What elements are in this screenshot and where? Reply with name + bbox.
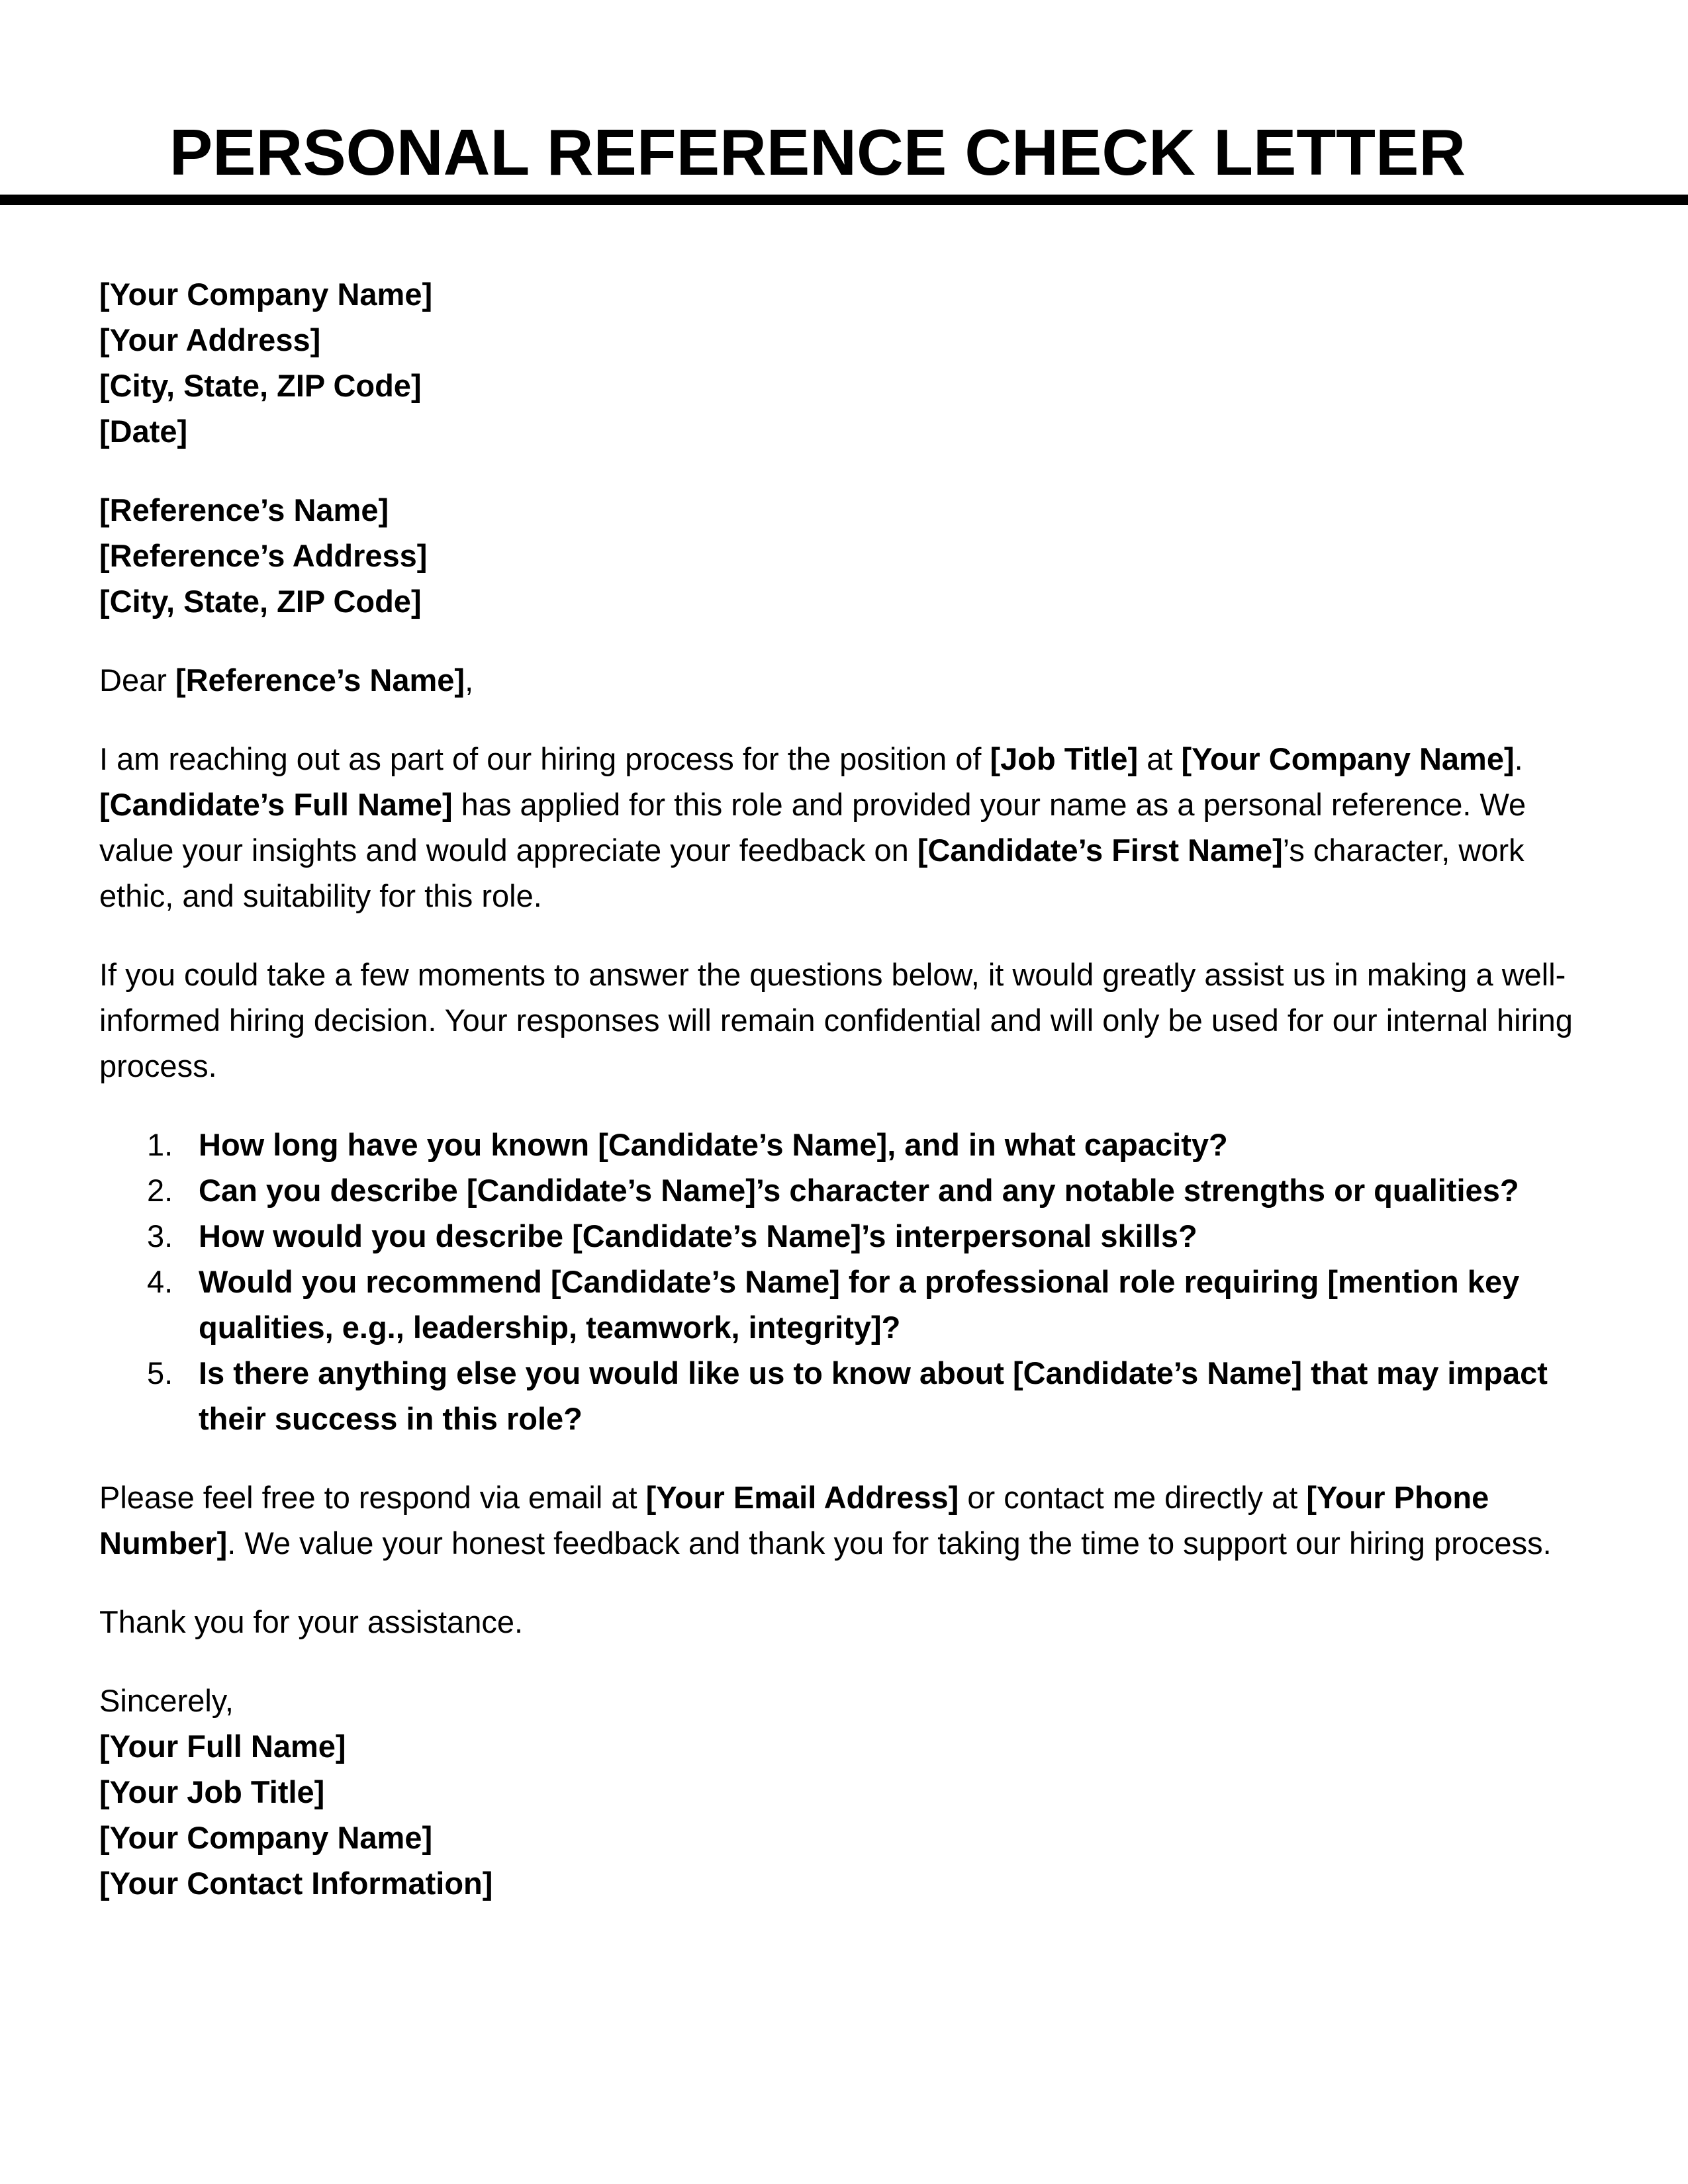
recipient-city: [City, State, ZIP Code] [99, 584, 422, 619]
signer-job-title: [Your Job Title] [99, 1774, 325, 1809]
salutation-name: [Reference’s Name] [175, 662, 465, 698]
intro-text-5: ’s character, work ethic, and suitability for this role. [99, 833, 1524, 913]
request-paragraph: If you could take a few moments to answer the questions below, it would greatly assist us in making a well-informed hiring decision. Your responses will remain confidential and will only be used for our internal hiring process. [99, 957, 1573, 1083]
question-text: Is there anything else you would like us to know about [Candidate’s Name] that may impact their success in this role? [199, 1355, 1548, 1436]
thanks-paragraph: Thank you for your assistance. [99, 1604, 524, 1639]
intro-text-2: at [1138, 741, 1182, 776]
intro-candidate-full-name: [Candidate’s Full Name] [99, 787, 453, 822]
sender-company: [Your Company Name] [99, 277, 433, 312]
contact-paragraph [99, 1475, 1595, 1566]
question-item [99, 1213, 1595, 1259]
signer-full-name: [Your Full Name] [99, 1729, 346, 1764]
contact-text-3: . We value your honest feedback and thank you for taking the time to support our hiring process. [227, 1525, 1552, 1561]
recipient-block [99, 487, 1595, 624]
contact-text-2: or contact me directly at [959, 1480, 1307, 1515]
salutation-suffix: , [465, 662, 474, 698]
page-title: PERSONAL REFERENCE CHECK LETTER [169, 116, 1466, 189]
question-number: 4. [147, 1264, 173, 1299]
sign-off: Sincerely, [99, 1683, 234, 1718]
question-item [99, 1350, 1595, 1441]
sender-date: [Date] [99, 414, 188, 449]
question-number: 5. [147, 1355, 173, 1390]
question-text: Can you describe [Candidate’s Name]’s character and any notable strengths or qualities? [199, 1173, 1519, 1208]
intro-text-1: I am reaching out as part of our hiring process for the position of [99, 741, 990, 776]
title-divider [0, 195, 1688, 205]
sender-block [99, 271, 1595, 454]
intro-candidate-first-name: [Candidate’s First Name] [917, 833, 1283, 868]
question-text: How long have you known [Candidate’s Name], and in what capacity? [199, 1127, 1228, 1162]
sender-city: [City, State, ZIP Code] [99, 368, 422, 403]
question-number: 2. [147, 1173, 173, 1208]
question-text: Would you recommend [Candidate’s Name] for a professional role requiring [mention key qualities, e.g., leadership, teamwork, integrity]? [199, 1264, 1520, 1345]
closing-block [99, 1678, 1595, 1906]
intro-text-4: has applied for this role and provided your name as a personal reference. We value your insights and would appreciate your feedback on [99, 787, 1526, 868]
question-text: How would you describe [Candidate’s Name]’s interpersonal skills? [199, 1218, 1197, 1253]
recipient-name: [Reference’s Name] [99, 492, 389, 527]
signer-company: [Your Company Name] [99, 1820, 433, 1855]
intro-company: [Your Company Name] [1181, 741, 1515, 776]
contact-phone: [Your Phone Number] [99, 1480, 1489, 1561]
letter-body [99, 271, 1595, 1906]
recipient-address: [Reference’s Address] [99, 538, 428, 573]
salutation-prefix: Dear [99, 662, 175, 698]
question-item [99, 1259, 1595, 1350]
intro-text-3: . [1514, 741, 1523, 776]
signer-contact: [Your Contact Information] [99, 1866, 493, 1901]
question-item [99, 1167, 1595, 1213]
question-number: 1. [147, 1127, 173, 1162]
question-number: 3. [147, 1218, 173, 1253]
intro-paragraph [99, 736, 1595, 919]
question-list [99, 1122, 1595, 1441]
contact-email: [Your Email Address] [645, 1480, 959, 1515]
intro-job-title: [Job Title] [990, 741, 1139, 776]
sender-address: [Your Address] [99, 322, 321, 357]
contact-text-1: Please feel free to respond via email at [99, 1480, 646, 1515]
salutation [99, 657, 1595, 703]
question-item [99, 1122, 1595, 1167]
